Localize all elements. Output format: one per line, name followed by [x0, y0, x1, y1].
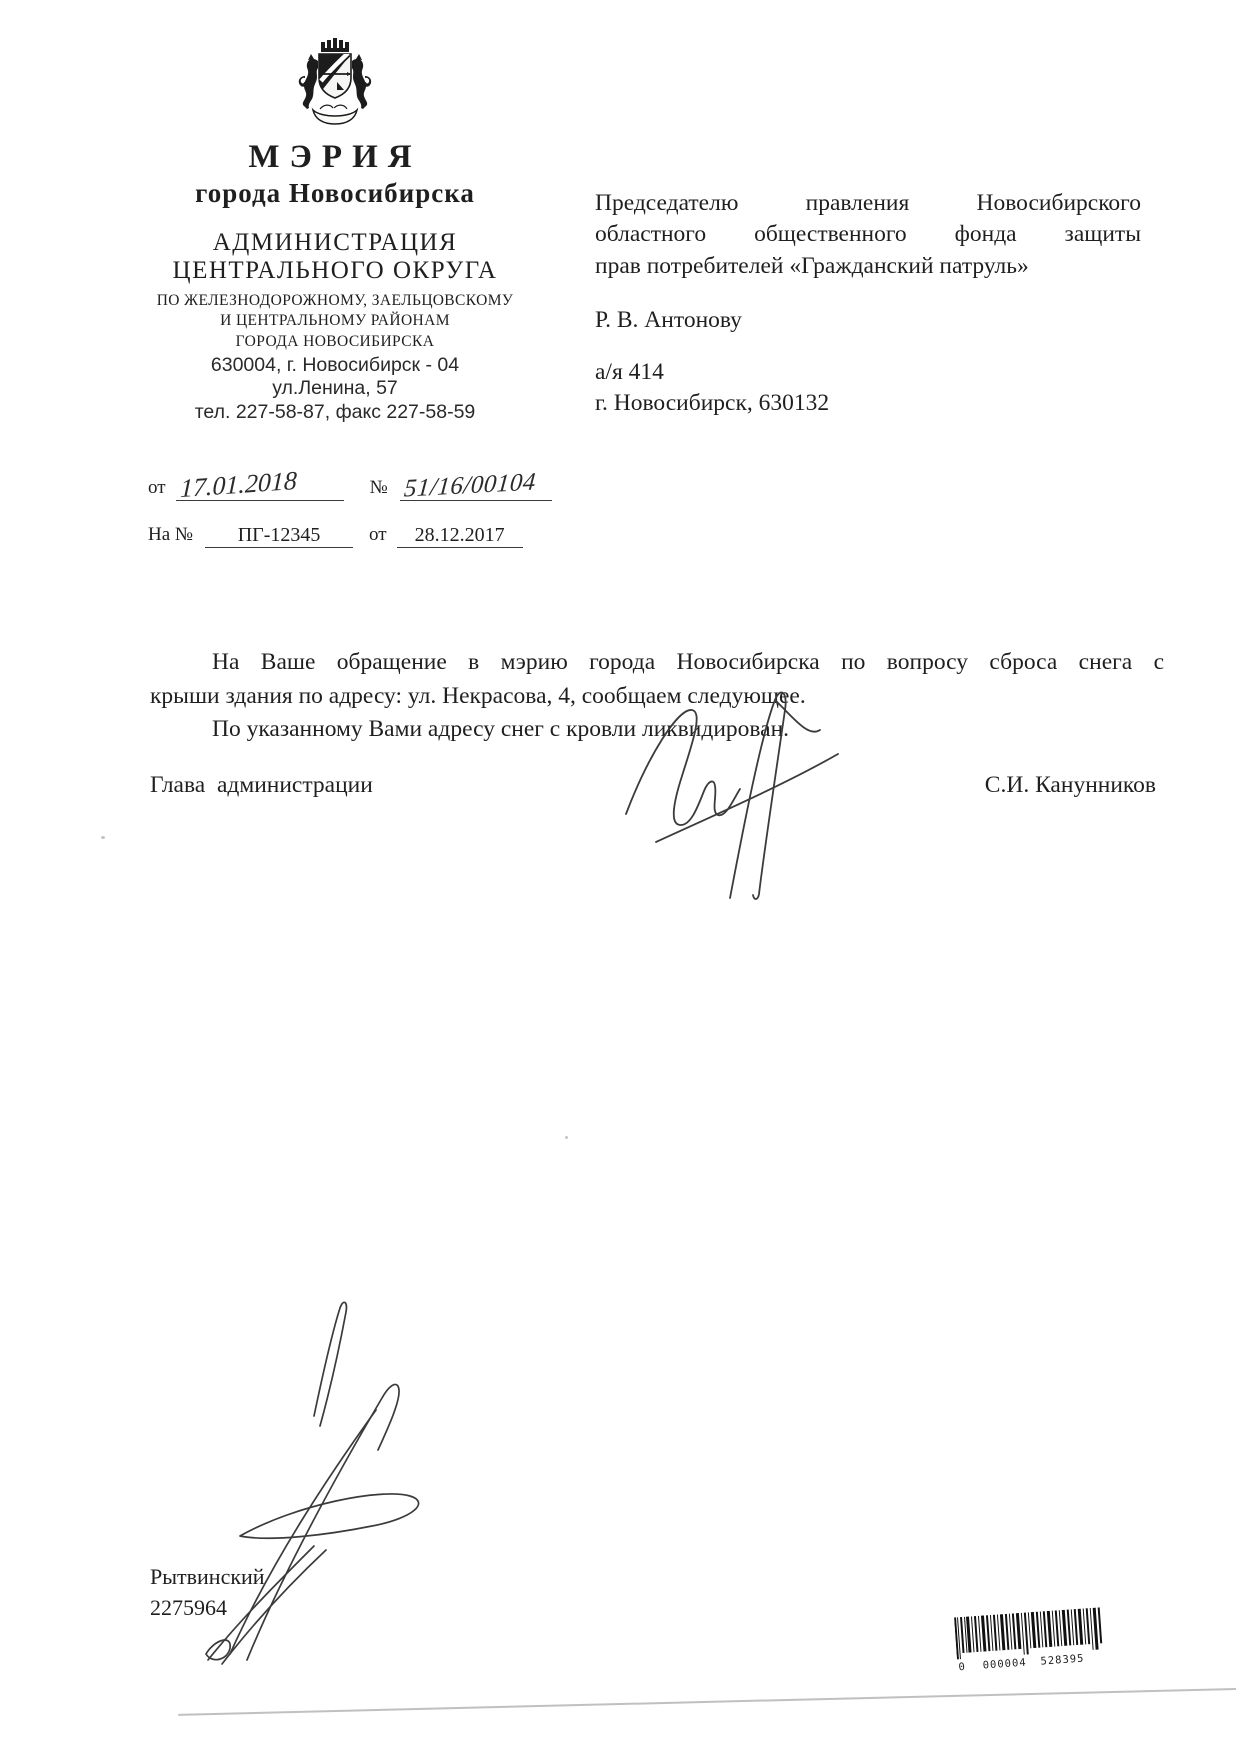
handwritten-date: 17.01.2018 [179, 465, 297, 504]
dept-name-line2: ЦЕНТРАЛЬНОГО ОКРУГА [172, 256, 498, 284]
reply-date-field [397, 524, 523, 548]
executor-signature [192, 1298, 442, 1670]
letterhead [110, 36, 560, 425]
date-field [176, 465, 344, 504]
districts-line1: ПО ЖЕЛЕЗНОДОРОЖНОМУ, ЗАЕЛЬЦОВСКОМУ [156, 292, 514, 310]
executor-phone: 2275964 [150, 1594, 227, 1620]
reply-date: 28.12.2017 [414, 524, 505, 546]
scan-edge-line [178, 1688, 1236, 1715]
districts-line2: И ЦЕНТРАЛЬНОМУ РАЙОНАМ [220, 312, 450, 330]
recipient-title-line: областного общественного фонда защиты [595, 221, 1141, 248]
recipient-block [595, 188, 1141, 420]
body-line: На Ваше обращение в мэрию города Новосибирска по вопросу сброса снега с [212, 649, 1164, 675]
scan-speck [101, 836, 105, 839]
reply-number: ПГ-12345 [237, 524, 321, 546]
recipient-city: г. Новосибирск, 630132 [595, 390, 830, 417]
reply-number-field [205, 524, 353, 548]
handwritten-number: 51/16/00104 [402, 468, 537, 503]
number-field [400, 466, 552, 501]
barcode-digits: 0 000004 528395 [958, 1652, 1085, 1674]
body-line: По указанному Вами адресу снег с кровли ликвидирован. [212, 716, 790, 743]
districts-line3: ГОРОДА НОВОСИБИРСКА [235, 332, 435, 350]
recipient-title-line: Председателю правления Новосибирского [595, 190, 1141, 216]
recipient-name: Р. В. Антонову [595, 306, 742, 333]
dept-name-line1: АДМИНИСТРАЦИЯ [212, 229, 458, 257]
reference-row [148, 465, 588, 504]
org-name-line1: МЭРИЯ [248, 139, 422, 175]
phone-fax: тел. 227-58-87, факс 227-58-59 [194, 401, 476, 424]
street-address: ул.Ленина, 57 [272, 377, 398, 400]
date-label: от [148, 477, 166, 498]
org-name-line2: города Новосибирска [195, 177, 475, 208]
official-signature [612, 686, 880, 904]
executor-name: Рытвинский [150, 1564, 265, 1589]
number-label: № [369, 477, 388, 498]
reply-label: На № [148, 524, 194, 545]
postal-address: 630004, г. Новосибирск - 04 [210, 353, 460, 376]
scan-speck [565, 1136, 568, 1139]
reply-date-label: от [369, 524, 387, 545]
coat-of-arms-icon [287, 36, 383, 134]
signer-name: С.И. Канунников [984, 772, 1156, 798]
recipient-title-line: прав потребителей «Гражданский патруль» [595, 252, 1029, 279]
barcode [954, 1607, 1114, 1680]
recipient-po-box: а/я 414 [595, 359, 664, 385]
signer-position: Глава администрации [150, 772, 373, 798]
reply-reference-row [148, 524, 588, 548]
body-line: крыши здания по адресу: ул. Некрасова, 4, сообщаем следующее. [150, 682, 806, 709]
